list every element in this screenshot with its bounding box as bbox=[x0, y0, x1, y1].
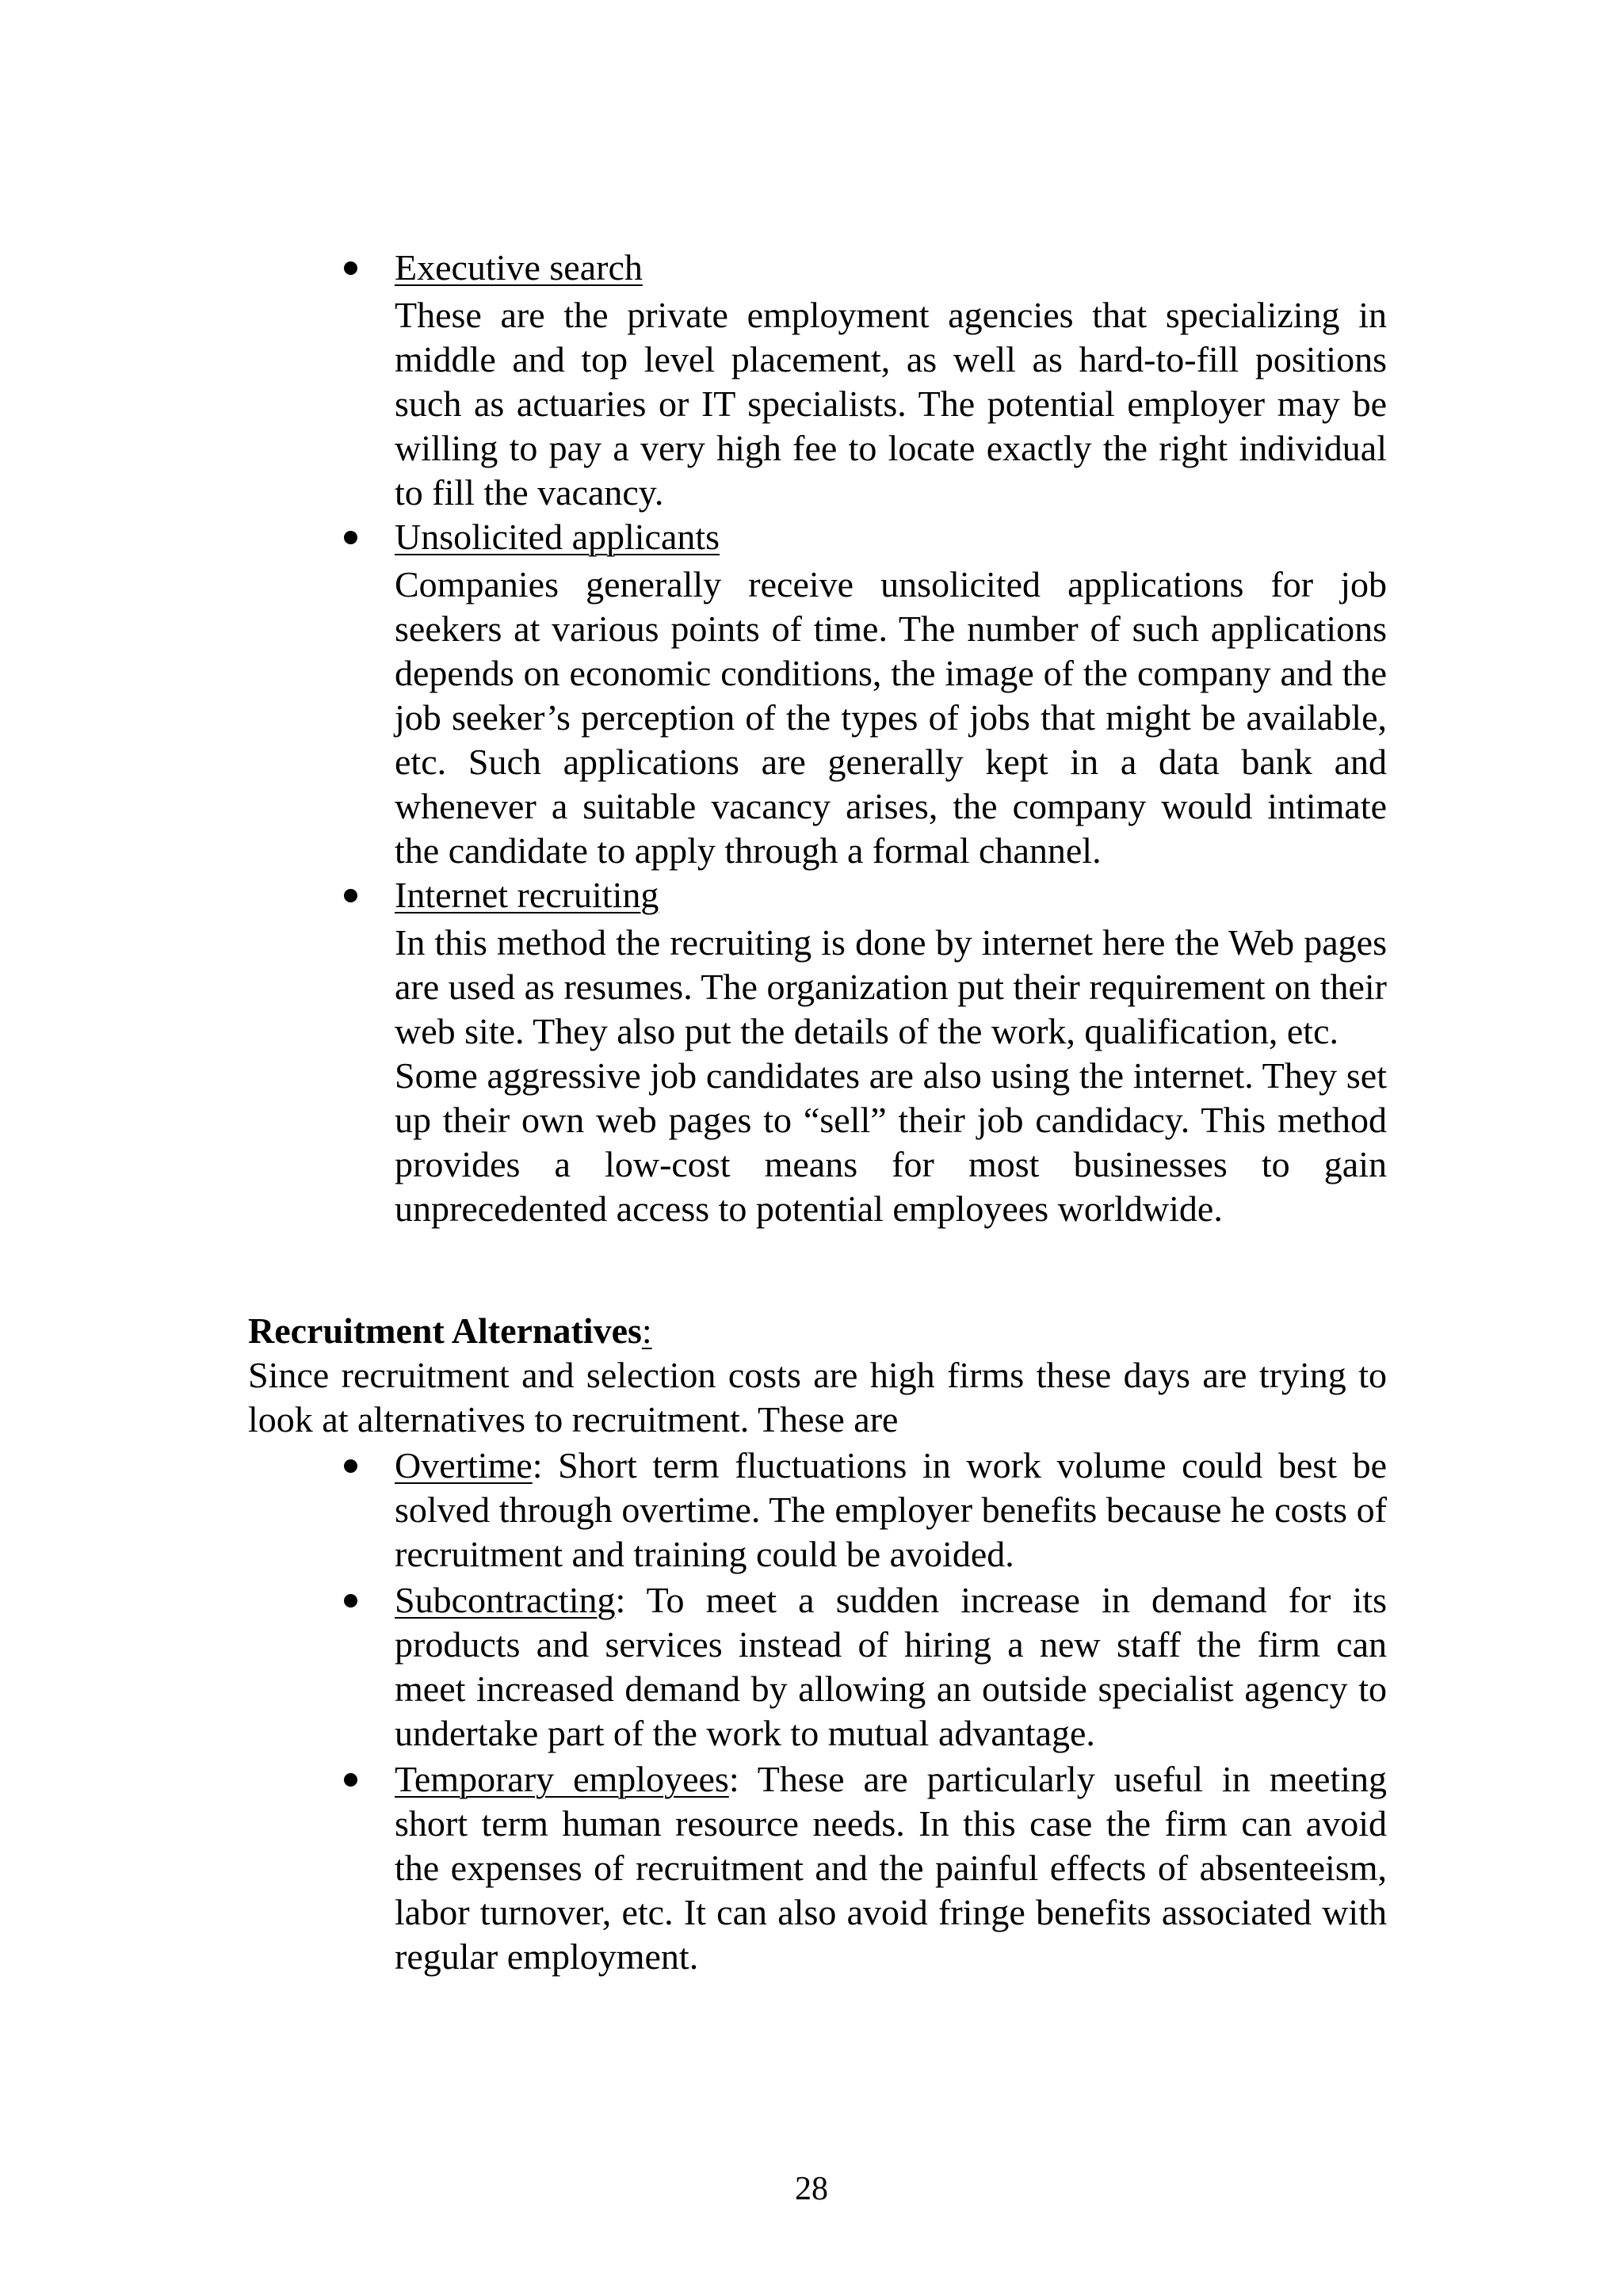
page-content bbox=[248, 246, 1387, 1981]
list-item-internet-recruiting bbox=[395, 873, 1387, 1231]
list-item-temporary-employees bbox=[395, 1757, 1387, 1979]
item-paragraph bbox=[395, 1578, 1387, 1756]
bullet-icon bbox=[344, 1594, 357, 1608]
bullet-icon bbox=[344, 261, 357, 275]
section-intro: Since recruitment and selection costs are high firms these days are trying to look at alternatives to recruitment. These are bbox=[248, 1355, 1387, 1440]
item-title: Unsolicited applicants bbox=[395, 517, 720, 557]
recruitment-sources-list bbox=[248, 246, 1387, 1231]
section-heading bbox=[248, 1309, 1387, 1353]
item-text: : Short term fluctuations in work volume could best be solved through overtime. The employer benefits because he costs of recruitment and training could be avoided. bbox=[395, 1445, 1387, 1574]
list-item-subcontracting bbox=[395, 1578, 1387, 1756]
section-spacer bbox=[248, 1231, 1387, 1309]
item-title: Overtime bbox=[395, 1445, 533, 1486]
item-paragraph bbox=[395, 1757, 1387, 1979]
item-paragraph: In this method the recruiting is done by internet here the Web pages are used as resumes. The organization put their requirement on their web site. They also put the details of the work, qualification, etc. bbox=[395, 922, 1387, 1051]
heading-colon: : bbox=[641, 1310, 652, 1351]
item-paragraph: Companies generally receive unsolicited applications for job seekers at various points of time. The number of such applications depends on economic conditions, the image of the company and the job seeker’s perception of the types of jobs that might be available, etc. Such applications are generally kept in a data bank and whenever a suitable vacancy arises, the company would intimate the candidate to apply through a formal channel. bbox=[395, 564, 1387, 871]
bullet-icon bbox=[344, 531, 357, 544]
recruitment-alternatives-list bbox=[248, 1444, 1387, 1979]
item-title: Subcontracting bbox=[395, 1580, 616, 1620]
item-paragraph: These are the private employment agencies that specializing in middle and top level placement, as well as hard-to-fill positions such as actuaries or IT specialists. The potential employer may be willing to pay a very high fee to locate exactly the right individual to fill the vacancy. bbox=[395, 295, 1387, 513]
item-title: Temporary employees bbox=[395, 1759, 729, 1799]
item-paragraph: Some aggressive job candidates are also using the internet. They set up their own web pages to “sell” their job candidacy. This method provides a low-cost means for most businesses to gain unprecedented access to potential employees worldwide. bbox=[395, 1055, 1387, 1229]
bullet-icon bbox=[344, 1773, 357, 1787]
page-number: 28 bbox=[795, 2171, 828, 2207]
item-title: Executive search bbox=[395, 247, 643, 288]
item-text: : These are particularly useful in meeting short term human resource needs. In this case the firm can avoid the expenses of recruitment and the painful effects of absenteeism, labor turnover, etc. It can also avoid fringe benefits associated with regular employment. bbox=[395, 1759, 1387, 1977]
bullet-icon bbox=[344, 1459, 357, 1473]
list-item-overtime bbox=[395, 1444, 1387, 1577]
item-title: Internet recruiting bbox=[395, 875, 659, 915]
item-paragraph bbox=[395, 1444, 1387, 1577]
bullet-icon bbox=[344, 889, 357, 902]
list-item-unsolicited-applicants bbox=[395, 515, 1387, 873]
list-item-executive-search bbox=[395, 246, 1387, 515]
item-text: : To meet a sudden increase in demand for its products and services instead of hiring a new staff the firm can meet increased demand by allowing an outside specialist agency to undertake part of the work to mutual advantage. bbox=[395, 1580, 1387, 1753]
heading-text: Recruitment Alternatives bbox=[248, 1310, 642, 1351]
